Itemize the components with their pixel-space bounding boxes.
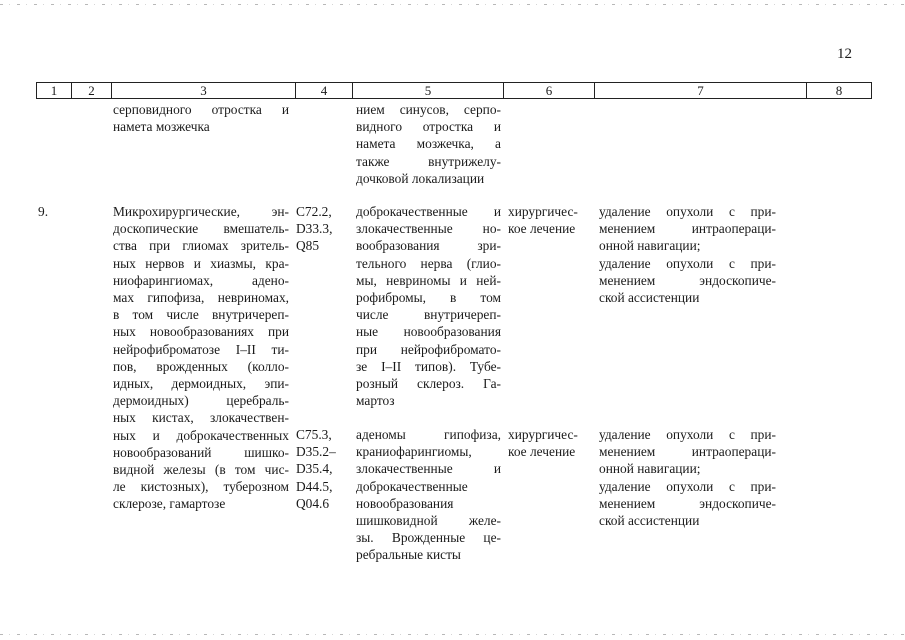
text-line: в том числе внутричереп- [113,307,289,323]
text-line: доброкачественные [356,478,468,494]
text-line: менением интраопераци- [599,444,776,460]
text-line: ные новообразования [356,324,501,340]
header-cell-6: 6 [504,83,595,99]
text-line: аденомы гипофиза, [356,427,501,442]
continued-col5-text [356,101,501,187]
text-line: D33.3, [296,221,333,237]
column-header-row [36,82,872,99]
text-line: удаление опухоли с при- [599,204,776,219]
text-line: дермоидных) церебраль- [113,393,289,409]
header-cell-3: 3 [112,83,296,99]
text-line: мартоз [356,393,395,409]
row-number: 9. [38,204,49,219]
header-cell-2: 2 [72,83,112,99]
text-line: склерозе, гамартозе [113,496,226,512]
header-cell-7: 7 [595,83,807,99]
text-line: серповидного отростка и [113,102,289,117]
text-line: новообразования [356,495,454,511]
text-line: идных, дермоидных, эпи- [113,376,289,392]
page-number: 12 [837,46,852,62]
text-line: менением интраопераци- [599,221,776,237]
text-line: менением эндоскопиче- [599,272,776,288]
text-line: доброкачественные и [356,204,501,219]
text-line: ской ассистенции [599,290,700,306]
intervention-description [113,203,289,513]
header-cell-8: 8 [807,83,872,99]
text-line: онной навигации; [599,238,701,254]
text-line: ле кистозных), туберозном [113,479,289,495]
text-line: рофибромы, в том [356,290,501,306]
text-line: злокачественные но- [356,221,501,237]
text-line: D44.5, [296,478,333,494]
text-line: удаление опухоли с при- [599,427,776,442]
text-line: ской ассистенции [599,513,700,529]
text-line: менением эндоскопиче- [599,495,776,511]
continued-col3-text [113,101,289,135]
text-line: D35.4, [296,461,333,477]
text-line: мах гипофиза, невриномах, [113,290,289,306]
header-cell-1: 1 [37,83,72,99]
text-line: также внутрижелу- [356,153,501,169]
text-line: зы. Врожденные це- [356,530,501,546]
text-line: хирургичес- [508,204,578,219]
text-line: видной железы (в том чис- [113,462,289,478]
text-line: нием синусов, серпо- [356,102,501,117]
text-line: намета мозжечка, а [356,136,501,152]
text-line: C72.2, [296,204,332,219]
text-line: ства при глиомах зритель- [113,238,289,254]
text-line: C75.3, [296,427,332,442]
icd-codes-a [296,203,354,255]
text-line: новообразований шишко- [113,444,289,460]
treatment-method-b [599,426,776,529]
text-line: удаление опухоли с при- [599,478,776,494]
text-line: розный склероз. Га- [356,376,501,392]
treatment-type-a [508,203,596,237]
text-line: онной навигации; [599,461,701,477]
text-line: кое лечение [508,221,576,237]
text-line: ных новообразованиях при [113,324,289,340]
text-line: нейрофиброматозе I–II ти- [113,341,289,357]
text-line: вообразования зри- [356,238,501,254]
text-line: удаление опухоли с при- [599,255,776,271]
text-line: видного отростка и [356,119,501,135]
text-line: при нейрофибромато- [356,341,501,357]
header-cell-4: 4 [296,83,353,99]
text-line: ных нервов и хиазмы, кра- [113,255,289,271]
text-line: ных и доброкачественных [113,427,289,443]
text-line: D35.2– [296,444,336,460]
header-cell-5: 5 [353,83,504,99]
text-line: доскопические вмешатель- [113,221,289,237]
text-line: краниофарингиомы, [356,444,472,460]
text-line: Микрохирургические, эн- [113,204,289,219]
scan-edge-bottom [0,634,905,635]
text-line: шишковидной желе- [356,513,501,529]
text-line: Q04.6 [296,495,330,511]
model-patient-b [356,426,501,564]
text-line: злокачественные и [356,461,501,477]
text-line: намета мозжечка [113,119,210,135]
text-line: пов, врожденных (колло- [113,358,289,374]
text-line: числе внутричереп- [356,307,501,323]
text-line: кое лечение [508,444,576,460]
treatment-type-b [508,426,596,460]
text-line: мы, невриномы и ней- [356,272,501,288]
text-line: дочковой локализации [356,170,485,186]
text-line: хирургичес- [508,427,578,442]
scan-edge-top [0,4,905,5]
text-line: ных кистах, злокачествен- [113,410,289,426]
model-patient-a [356,203,501,409]
treatment-method-a [599,203,776,306]
icd-codes-b [296,426,354,512]
text-line: Q85 [296,238,320,254]
text-line: ниофарингиомах, адено- [113,272,289,288]
text-line: ребральные кисты [356,547,461,563]
text-line: зе I–II типов). Тубе- [356,358,501,374]
text-line: тельного нерва (глио- [356,255,501,271]
